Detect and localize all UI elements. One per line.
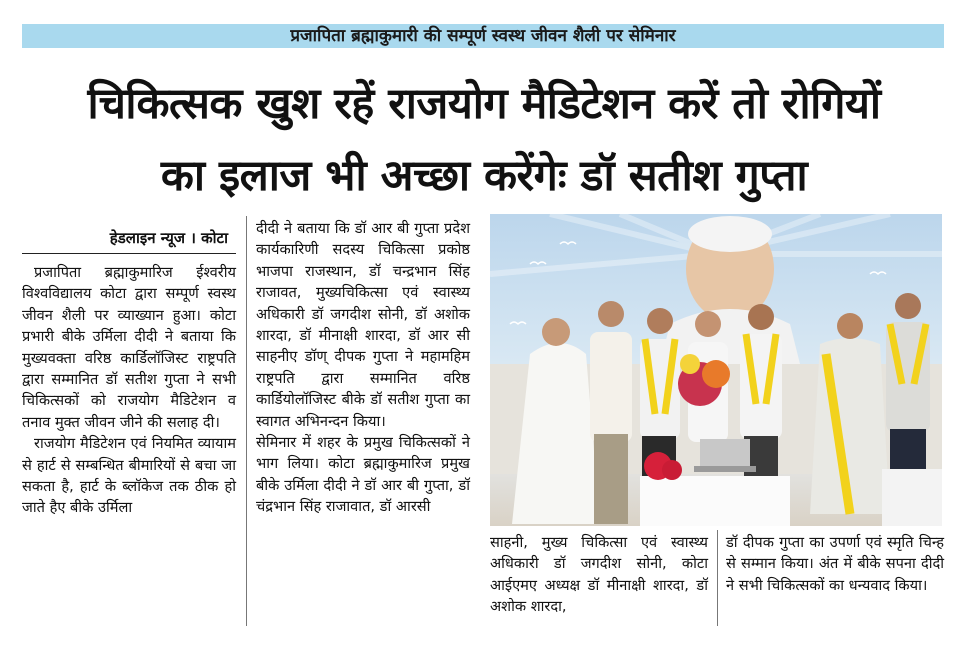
headline-line-1: चिकित्सक खुश रहें राजयोग मैडिटेशन करें तो रोगियों [87,79,881,129]
kicker-banner: प्रजापिता ब्रह्माकुमारी की सम्पूर्ण स्वस्थ जीवन शैली पर सेमिनार [22,24,944,48]
paragraph: सेमिनार में शहर के प्रमुख चिकित्सकों ने भाग लिया। कोटा ब्रह्माकुमारिज प्रमुख बीके उर्मिला दीदी ने डॉ आर बी गुप्ता, डॉ चंद्रभान सिंह राजावात, डॉ आरसी [256,434,470,516]
article-column-4 [726,532,944,596]
paragraph: राजयोग मैडिटेशन एवं नियमित व्यायाम से हार्ट से सम्बन्धित बीमारियों से बचा जा सकता है, हार्ट के ब्लॉकेज तक ठीक हो जाते हैए बीके उर्मिला [22,435,236,517]
column-divider [246,216,247,626]
paragraph: साहनी, मुख्य चिकित्सा एवं स्वास्थ्य अधिकारी डॉ जगदीश सोनी, कोटा आईएमए अध्यक्ष डॉ मीनाक्षी शारदा, डॉ अशोक शारदा, [490,534,708,616]
article-column-1 [22,262,236,519]
paragraph: डॉ दीपक गुप्ता का उपर्णा एवं स्मृति चिन्ह से सम्मान किया। अंत में बीके सपना दीदी ने सभी चिकित्सकों का धन्यवाद किया। [726,534,944,594]
paragraph: प्रजापिता ब्रह्माकुमारिज ईश्वरीय विश्वविद्यालय कोटा द्वारा सम्पूर्ण स्वस्थ जीवन शैली पर व्याख्यान हुआ। कोटा प्रभारी बीके उर्मिला दीदी ने बताया कि मुख्यवक्ता वरिष्ठ कार्डिलॉजिस्ट राष्ट्रपति द्वारा सम्मानित डॉ सतीश गुप्ता ने सभी चिकित्सकों को राजयोग मैडिटेशन व तनाव मुक्त जीवन जीने की सलाह दी। [22,264,236,431]
headline-line-2: का इलाज भी अच्छा करेंगेः डॉ सतीश गुप्ता [160,151,808,201]
event-photo [490,214,942,526]
paragraph: दीदी ने बताया कि डॉ आर बी गुप्ता प्रदेश कार्यकारिणी सदस्य चिकित्सा प्रकोष्ठ भाजपा राजस्थान, डॉ चन्द्रभान सिंह राजावत, मुख्यचिकित्सा एवं स्वास्थ्य अधिकारी डॉ जगदीश सोनी, डॉ अशोक शारदा, डॉ मीनाक्षी शारदा, डॉ आर सी साहनीए डॉण् दीपक गुप्ता ने महामहिम राष्ट्रपति द्वारा सम्मानित वरिष्ठ कार्डियोलॉजिस्ट बीके डॉ सतीश गुप्ता का स्वागत अभिनन्दन किया। [256,220,470,430]
article-column-2 [256,218,470,518]
dateline: हेडलाइन न्यूज । कोटा [22,224,236,254]
event-photo-illustration [490,214,942,526]
article-column-3 [490,532,708,618]
column-divider [717,530,718,626]
